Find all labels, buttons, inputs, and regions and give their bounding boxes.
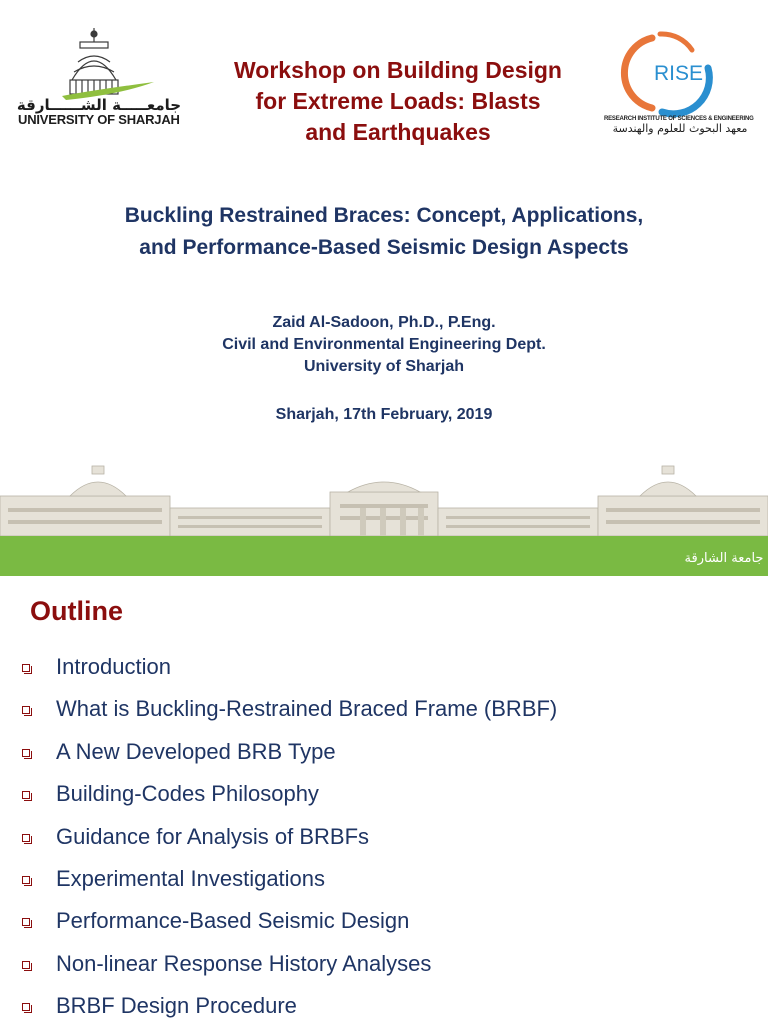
author-name: Zaid Al-Sadoon, Ph.D., P.Eng. (272, 314, 496, 331)
presentation-date: Sharjah, 17th February, 2019 (275, 406, 493, 423)
author-university: University of Sharjah (303, 358, 465, 375)
outline-item-text: BRBF Design Procedure (56, 993, 297, 1019)
calligraphy-text: جامعة الشارقة (684, 551, 764, 566)
workshop-title-line: for Extreme Loads: Blasts (255, 88, 541, 114)
outline-item-text: Non-linear Response History Analyses (56, 950, 432, 976)
square-bullet-icon (22, 791, 30, 799)
talk-title-line: Buckling Restrained Braces: Concept, Applications, (124, 204, 644, 227)
outline-item (22, 739, 752, 781)
outline-list (22, 654, 752, 1036)
university-calligraphy-emblem (684, 536, 764, 576)
outline-item-text: Performance-Based Seismic Design (56, 908, 410, 934)
square-bullet-icon (22, 749, 30, 757)
square-bullet-icon (22, 664, 30, 672)
outline-item-text: A New Developed BRB Type (56, 738, 336, 764)
outline-item (22, 781, 752, 823)
square-bullet-icon (22, 834, 30, 842)
rise-caption-arabic: معهد البحوث للعلوم والهندسة (612, 122, 748, 135)
square-bullet-icon (22, 961, 30, 969)
outline-item (22, 908, 752, 950)
workshop-title-line: Workshop on Building Design (234, 57, 562, 83)
outline-item-text: Guidance for Analysis of BRBFs (56, 823, 370, 849)
outline-item (22, 654, 752, 696)
rise-logo (600, 28, 760, 140)
workshop-title (192, 55, 604, 148)
outline-slide (0, 576, 768, 1024)
author-department: Civil and Environmental Engineering Dept. (222, 336, 546, 353)
workshop-title-line: and Earthquakes (305, 119, 491, 145)
outline-item-text: What is Buckling-Restrained Braced Frame (BRBF) (56, 696, 558, 722)
square-bullet-icon (22, 1003, 30, 1011)
outline-title: Outline (30, 596, 123, 626)
outline-item-text: Introduction (56, 654, 171, 679)
rise-logo-text: RISE (654, 62, 704, 85)
outline-item-text: Experimental Investigations (56, 865, 326, 891)
green-footer-band (0, 536, 768, 576)
campus-buildings-illustration (0, 462, 768, 540)
outline-item (22, 993, 752, 1035)
outline-item-text: Building-Codes Philosophy (56, 781, 319, 807)
talk-title-line: and Performance-Based Seismic Design Aspects (139, 236, 629, 259)
outline-item (22, 696, 752, 738)
square-bullet-icon (22, 706, 30, 714)
rise-caption: RESEARCH INSTITUTE OF SCIENCES & ENGINEERING (604, 116, 754, 122)
author-block (100, 312, 668, 378)
outline-item (22, 824, 752, 866)
outline-item (22, 951, 752, 993)
square-bullet-icon (22, 876, 30, 884)
square-bullet-icon (22, 918, 30, 926)
outline-item (22, 866, 752, 908)
university-name: UNIVERSITY OF SHARJAH (18, 112, 180, 127)
talk-title (30, 200, 738, 264)
university-name-arabic: جامعـــــة الشــــــارقة (16, 96, 182, 114)
